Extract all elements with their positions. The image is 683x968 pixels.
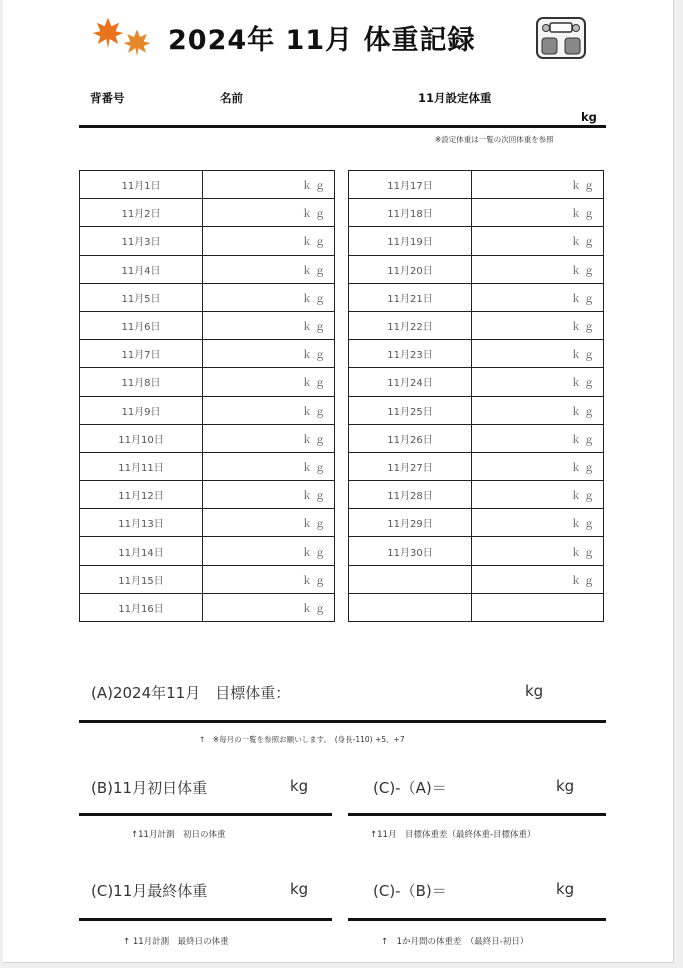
date-cell: 11月11日: [80, 452, 203, 480]
date-cell: 11月2日: [80, 199, 203, 227]
table-row: [349, 368, 604, 396]
date-cell: 11月20日: [349, 255, 472, 283]
weight-input-cell[interactable]: ｋｇ: [203, 565, 335, 593]
table-row: [80, 424, 335, 452]
table-row: [80, 396, 335, 424]
weight-input-cell[interactable]: ｋｇ: [472, 537, 604, 565]
date-cell: 11月1日: [80, 171, 203, 199]
weight-input-cell[interactable]: ｋｇ: [472, 509, 604, 537]
weight-table-left: [79, 170, 335, 622]
weight-input-cell[interactable]: ｋｇ: [472, 368, 604, 396]
table-row: [80, 368, 335, 396]
table-row: [80, 509, 335, 537]
date-cell: 11月4日: [80, 255, 203, 283]
weight-input-cell[interactable]: ｋｇ: [203, 283, 335, 311]
header-note: ※設定体重は一覧の次回体重を参照: [435, 135, 554, 144]
table-row: [349, 452, 604, 480]
date-cell: 11月17日: [349, 171, 472, 199]
date-cell: 11月16日: [80, 593, 203, 621]
date-cell: 11月18日: [349, 199, 472, 227]
weight-input-cell[interactable]: ｋｇ: [203, 311, 335, 339]
page-title: 2024年 11月 体重記録: [168, 25, 476, 56]
last-day-weight-note: ↑ 11月計測 最終日の体重: [123, 937, 229, 947]
diff-goal-label: (C)-（A)＝: [373, 779, 447, 797]
goal-weight-note: ↑ ※毎月の一覧を参照お願いします。 (身長-110) +5、+7: [199, 735, 405, 744]
diff-month-unit: kg: [556, 880, 575, 898]
weight-input-cell[interactable]: ｋｇ: [472, 565, 604, 593]
weight-input-cell[interactable]: ｋｇ: [203, 509, 335, 537]
table-row: [80, 283, 335, 311]
date-cell: 11月13日: [80, 509, 203, 537]
table-row: [80, 311, 335, 339]
last-day-weight-label: (C)11月最終体重: [91, 882, 208, 900]
weight-input-cell[interactable]: ｋｇ: [472, 255, 604, 283]
weight-input-cell[interactable]: ｋｇ: [203, 593, 335, 621]
table-row: [80, 199, 335, 227]
date-cell: [349, 565, 472, 593]
goal-weight-unit: kg: [525, 682, 544, 700]
table-row: [349, 537, 604, 565]
table-row: [80, 565, 335, 593]
weight-input-cell[interactable]: ｋｇ: [472, 481, 604, 509]
last-day-weight-unit: kg: [290, 880, 309, 898]
table-row: [80, 227, 335, 255]
title-row: [3, 8, 673, 58]
table-row: [349, 565, 604, 593]
first-day-weight-line: [79, 813, 332, 816]
table-row: [349, 227, 604, 255]
weight-input-cell[interactable]: ｋｇ: [472, 199, 604, 227]
date-cell: 11月9日: [80, 396, 203, 424]
table-row: [80, 593, 335, 621]
table-row: [349, 283, 604, 311]
weight-input-cell[interactable]: ｋｇ: [203, 368, 335, 396]
diff-month-line: [348, 918, 606, 921]
goal-weight-line: [79, 720, 606, 723]
date-cell: 11月12日: [80, 481, 203, 509]
goal-weight-label: (A)2024年11月 目標体重：: [91, 684, 291, 702]
table-row: [349, 593, 604, 621]
table-row: [349, 424, 604, 452]
date-cell: 11月25日: [349, 396, 472, 424]
date-cell: 11月7日: [80, 340, 203, 368]
date-cell: 11月8日: [80, 368, 203, 396]
diff-goal-unit: kg: [556, 777, 575, 795]
weight-input-cell[interactable]: ｋｇ: [472, 452, 604, 480]
table-row: [349, 396, 604, 424]
weight-input-cell[interactable]: [472, 593, 604, 621]
diff-month-note: ↑ 1か月間の体重差 （最終日-初日）: [381, 937, 529, 947]
date-cell: 11月26日: [349, 424, 472, 452]
weight-input-cell[interactable]: ｋｇ: [203, 340, 335, 368]
maple-leaf-icon: [121, 28, 153, 58]
weight-input-cell[interactable]: ｋｇ: [203, 227, 335, 255]
table-row: [349, 255, 604, 283]
weight-input-cell[interactable]: ｋｇ: [203, 424, 335, 452]
number-label: 背番号: [90, 91, 125, 105]
date-cell: 11月23日: [349, 340, 472, 368]
table-row: [80, 452, 335, 480]
weight-input-cell[interactable]: ｋｇ: [203, 255, 335, 283]
weight-input-cell[interactable]: ｋｇ: [472, 340, 604, 368]
date-cell: 11月14日: [80, 537, 203, 565]
first-day-weight-label: (B)11月初日体重: [91, 779, 208, 797]
target-weight-label: 11月設定体重: [418, 91, 492, 105]
table-row: [80, 481, 335, 509]
first-day-weight-unit: kg: [290, 777, 309, 795]
weight-input-cell[interactable]: ｋｇ: [203, 537, 335, 565]
weight-input-cell[interactable]: ｋｇ: [472, 311, 604, 339]
header-underline: [79, 125, 606, 128]
weight-input-cell[interactable]: ｋｇ: [203, 452, 335, 480]
table-row: [349, 481, 604, 509]
table-row: [349, 311, 604, 339]
table-row: [349, 340, 604, 368]
date-cell: 11月24日: [349, 368, 472, 396]
weight-input-cell[interactable]: ｋｇ: [203, 396, 335, 424]
date-cell: 11月21日: [349, 283, 472, 311]
date-cell: 11月29日: [349, 509, 472, 537]
last-day-weight-line: [79, 918, 332, 921]
weight-input-cell[interactable]: ｋｇ: [472, 171, 604, 199]
table-row: [80, 340, 335, 368]
date-cell: 11月3日: [80, 227, 203, 255]
weight-input-cell[interactable]: ｋｇ: [203, 199, 335, 227]
weight-input-cell[interactable]: ｋｇ: [472, 424, 604, 452]
date-cell: 11月5日: [80, 283, 203, 311]
target-weight-unit: kg: [581, 110, 597, 124]
table-row: [349, 199, 604, 227]
weight-table-right: [348, 170, 604, 622]
table-row: [80, 171, 335, 199]
name-label: 名前: [220, 91, 243, 105]
table-row: [349, 509, 604, 537]
first-day-weight-note: ↑11月計測 初日の体重: [131, 830, 226, 840]
date-cell: 11月10日: [80, 424, 203, 452]
weight-input-cell[interactable]: ｋｇ: [472, 227, 604, 255]
weight-input-cell[interactable]: ｋｇ: [472, 396, 604, 424]
date-cell: 11月28日: [349, 481, 472, 509]
date-cell: 11月27日: [349, 452, 472, 480]
diff-goal-line: [348, 813, 606, 816]
weight-input-cell[interactable]: ｋｇ: [203, 171, 335, 199]
date-cell: 11月22日: [349, 311, 472, 339]
record-sheet: [3, 0, 674, 963]
table-row: [80, 537, 335, 565]
body-scale-icon: [535, 16, 587, 60]
weight-input-cell[interactable]: ｋｇ: [472, 283, 604, 311]
date-cell: 11月15日: [80, 565, 203, 593]
date-cell: 11月6日: [80, 311, 203, 339]
date-cell: 11月19日: [349, 227, 472, 255]
date-cell: 11月30日: [349, 537, 472, 565]
diff-month-label: (C)-（B)＝: [373, 882, 447, 900]
table-row: [349, 171, 604, 199]
date-cell: [349, 593, 472, 621]
table-row: [80, 255, 335, 283]
diff-goal-note: ↑11月 目標体重差（最終体重-目標体重）: [370, 830, 536, 840]
weight-input-cell[interactable]: ｋｇ: [203, 481, 335, 509]
